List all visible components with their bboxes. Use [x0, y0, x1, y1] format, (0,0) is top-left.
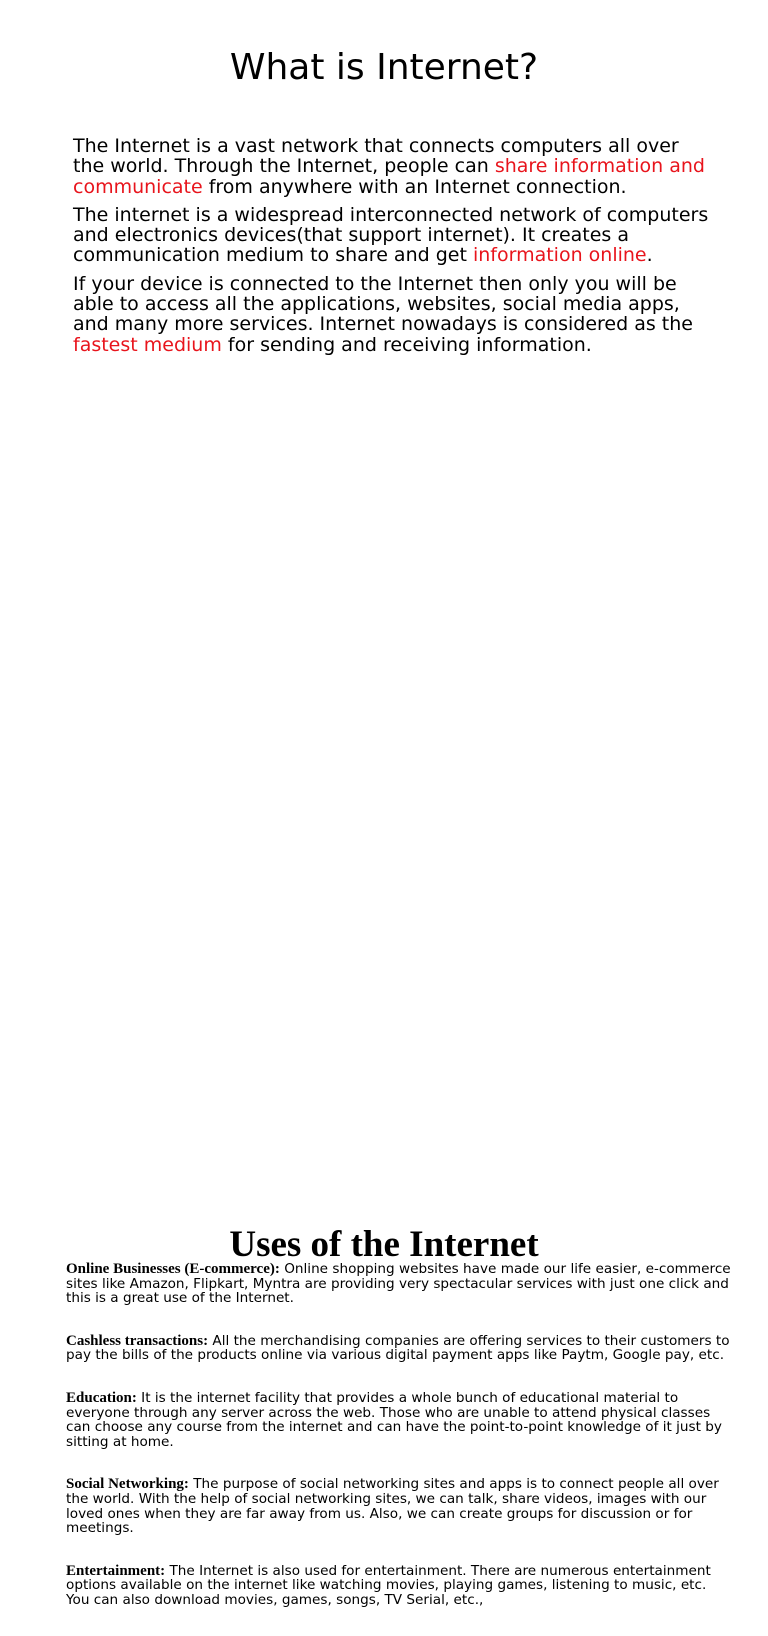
use-item-education	[66, 1391, 734, 1449]
use-term: Online Businesses (E-commerce):	[66, 1261, 280, 1277]
slide-title: What is Internet?	[229, 47, 539, 88]
highlighted-phrase: fastest medium	[73, 333, 222, 356]
paragraph-text: for sending and receiving information.	[221, 333, 592, 356]
slide-what-is-internet	[0, 0, 768, 600]
paragraph-text: .	[646, 244, 653, 267]
use-text: The purpose of social networking sites and apps is to connect people all over the world. With the help of social networking sites, we can talk, share videos, images with our loved ones when they are far away from us. Also, we can create groups for discussion or for meetings.	[66, 1476, 719, 1537]
paragraph-text: from anywhere with an Internet connection.	[202, 175, 627, 198]
paragraph-text: The internet is a widespread interconnected network of computers and electronics devices(that support internet). It creates a communication medium to share and get	[73, 203, 709, 267]
use-term: Entertainment:	[66, 1562, 166, 1579]
paragraph-1	[73, 136, 713, 197]
use-term: Social Networking:	[66, 1476, 189, 1493]
use-item-cashless	[66, 1334, 734, 1363]
paragraph-text: If your device is connected to the Internet then only you will be able to access all the applications, websites, social media apps, and many more services. Internet nowadays is considered as the	[73, 272, 693, 336]
highlighted-phrase: information online	[472, 244, 647, 267]
paragraph-2	[73, 205, 713, 266]
paragraph-text: The Internet is a vast network that connects computers all over the world. Through the Internet, people can	[73, 135, 679, 178]
paragraph-3	[73, 274, 713, 355]
highlighted-phrase: share information and communicate	[73, 155, 705, 198]
slide-uses-of-internet	[0, 600, 768, 1608]
slide-title: Uses of the Internet	[229, 1224, 539, 1265]
use-text: It is the internet facility that provides a whole bunch of educational material to everyone through any server across the web. Those who are unable to attend physical classes can choose any course from the internet and can have the point-to-point knowledge of it just by sitting at home.	[66, 1389, 722, 1450]
use-term: Education:	[66, 1389, 137, 1406]
uses-list	[66, 1262, 734, 1636]
use-text: The Internet is also used for entertainment. There are numerous entertainment options available on the internet like watching movies, playing games, listening to music, etc. You can also download movies, games, songs, TV Serial, etc.,	[66, 1562, 711, 1608]
use-text: Online shopping websites have made our life easier, e-commerce sites like Amazon, Flipkart, Myntra are providing very spectacular services with just one click and this is a great use of the Internet.	[66, 1261, 731, 1307]
use-term: Cashless transactions:	[66, 1332, 209, 1349]
use-item-social-networking	[66, 1477, 734, 1535]
use-item-entertainment	[66, 1564, 734, 1608]
slide-body	[73, 136, 713, 363]
use-text: All the merchandising companies are offering services to their customers to pay the bills of the products online via various digital payment apps like Paytm, Google pay, etc.	[66, 1332, 730, 1364]
use-item-ecommerce	[66, 1262, 734, 1306]
